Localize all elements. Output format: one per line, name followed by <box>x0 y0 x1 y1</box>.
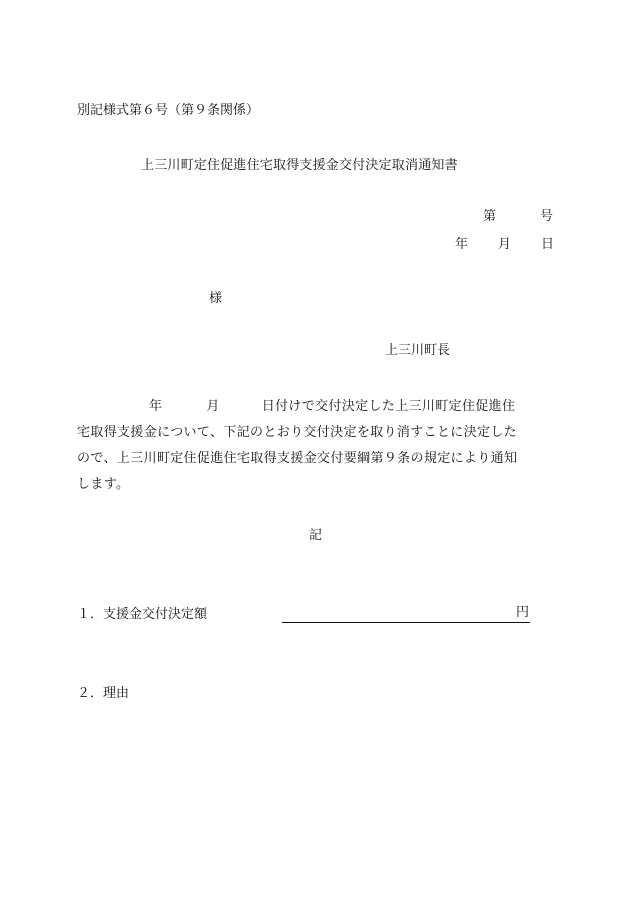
document-number-line <box>483 208 553 226</box>
body-line-4: します。 <box>77 477 130 492</box>
document-title: 上三川町定住促進住宅取得支援金交付決定取消通知書 <box>141 158 458 173</box>
form-number: 別記様式第６号（第９条関係） <box>77 103 260 118</box>
body-text <box>77 394 555 498</box>
date-year: 年 <box>455 237 469 252</box>
number-prefix: 第 <box>483 209 497 224</box>
addressee: 様 <box>209 291 223 306</box>
item-1-unit: 円 <box>516 605 530 620</box>
body-line-3: ので、上三川町定住促進住宅取得支援金交付要綱第９条の規定により通知 <box>77 451 518 466</box>
item-1-label: １．支援金交付決定額 <box>77 607 208 622</box>
body-line-2: 宅取得支援金について、下記のとおり交付決定を取り消すことに決定した <box>77 425 518 440</box>
number-suffix: 号 <box>540 209 554 224</box>
ki-heading: 記 <box>309 528 323 543</box>
item-1-amount-line <box>282 622 530 623</box>
item-2-label: ２．理由 <box>77 686 130 701</box>
body-line-1-rest: 日付けで交付決定した上三川町定住促進住 <box>261 399 516 414</box>
body-line-1 <box>77 394 555 420</box>
body-year: 年 <box>149 399 163 414</box>
date-day: 日 <box>541 237 555 252</box>
date-line <box>455 236 554 254</box>
body-month: 月 <box>206 399 220 414</box>
sender: 上三川町長 <box>385 343 451 358</box>
date-month: 月 <box>498 237 512 252</box>
